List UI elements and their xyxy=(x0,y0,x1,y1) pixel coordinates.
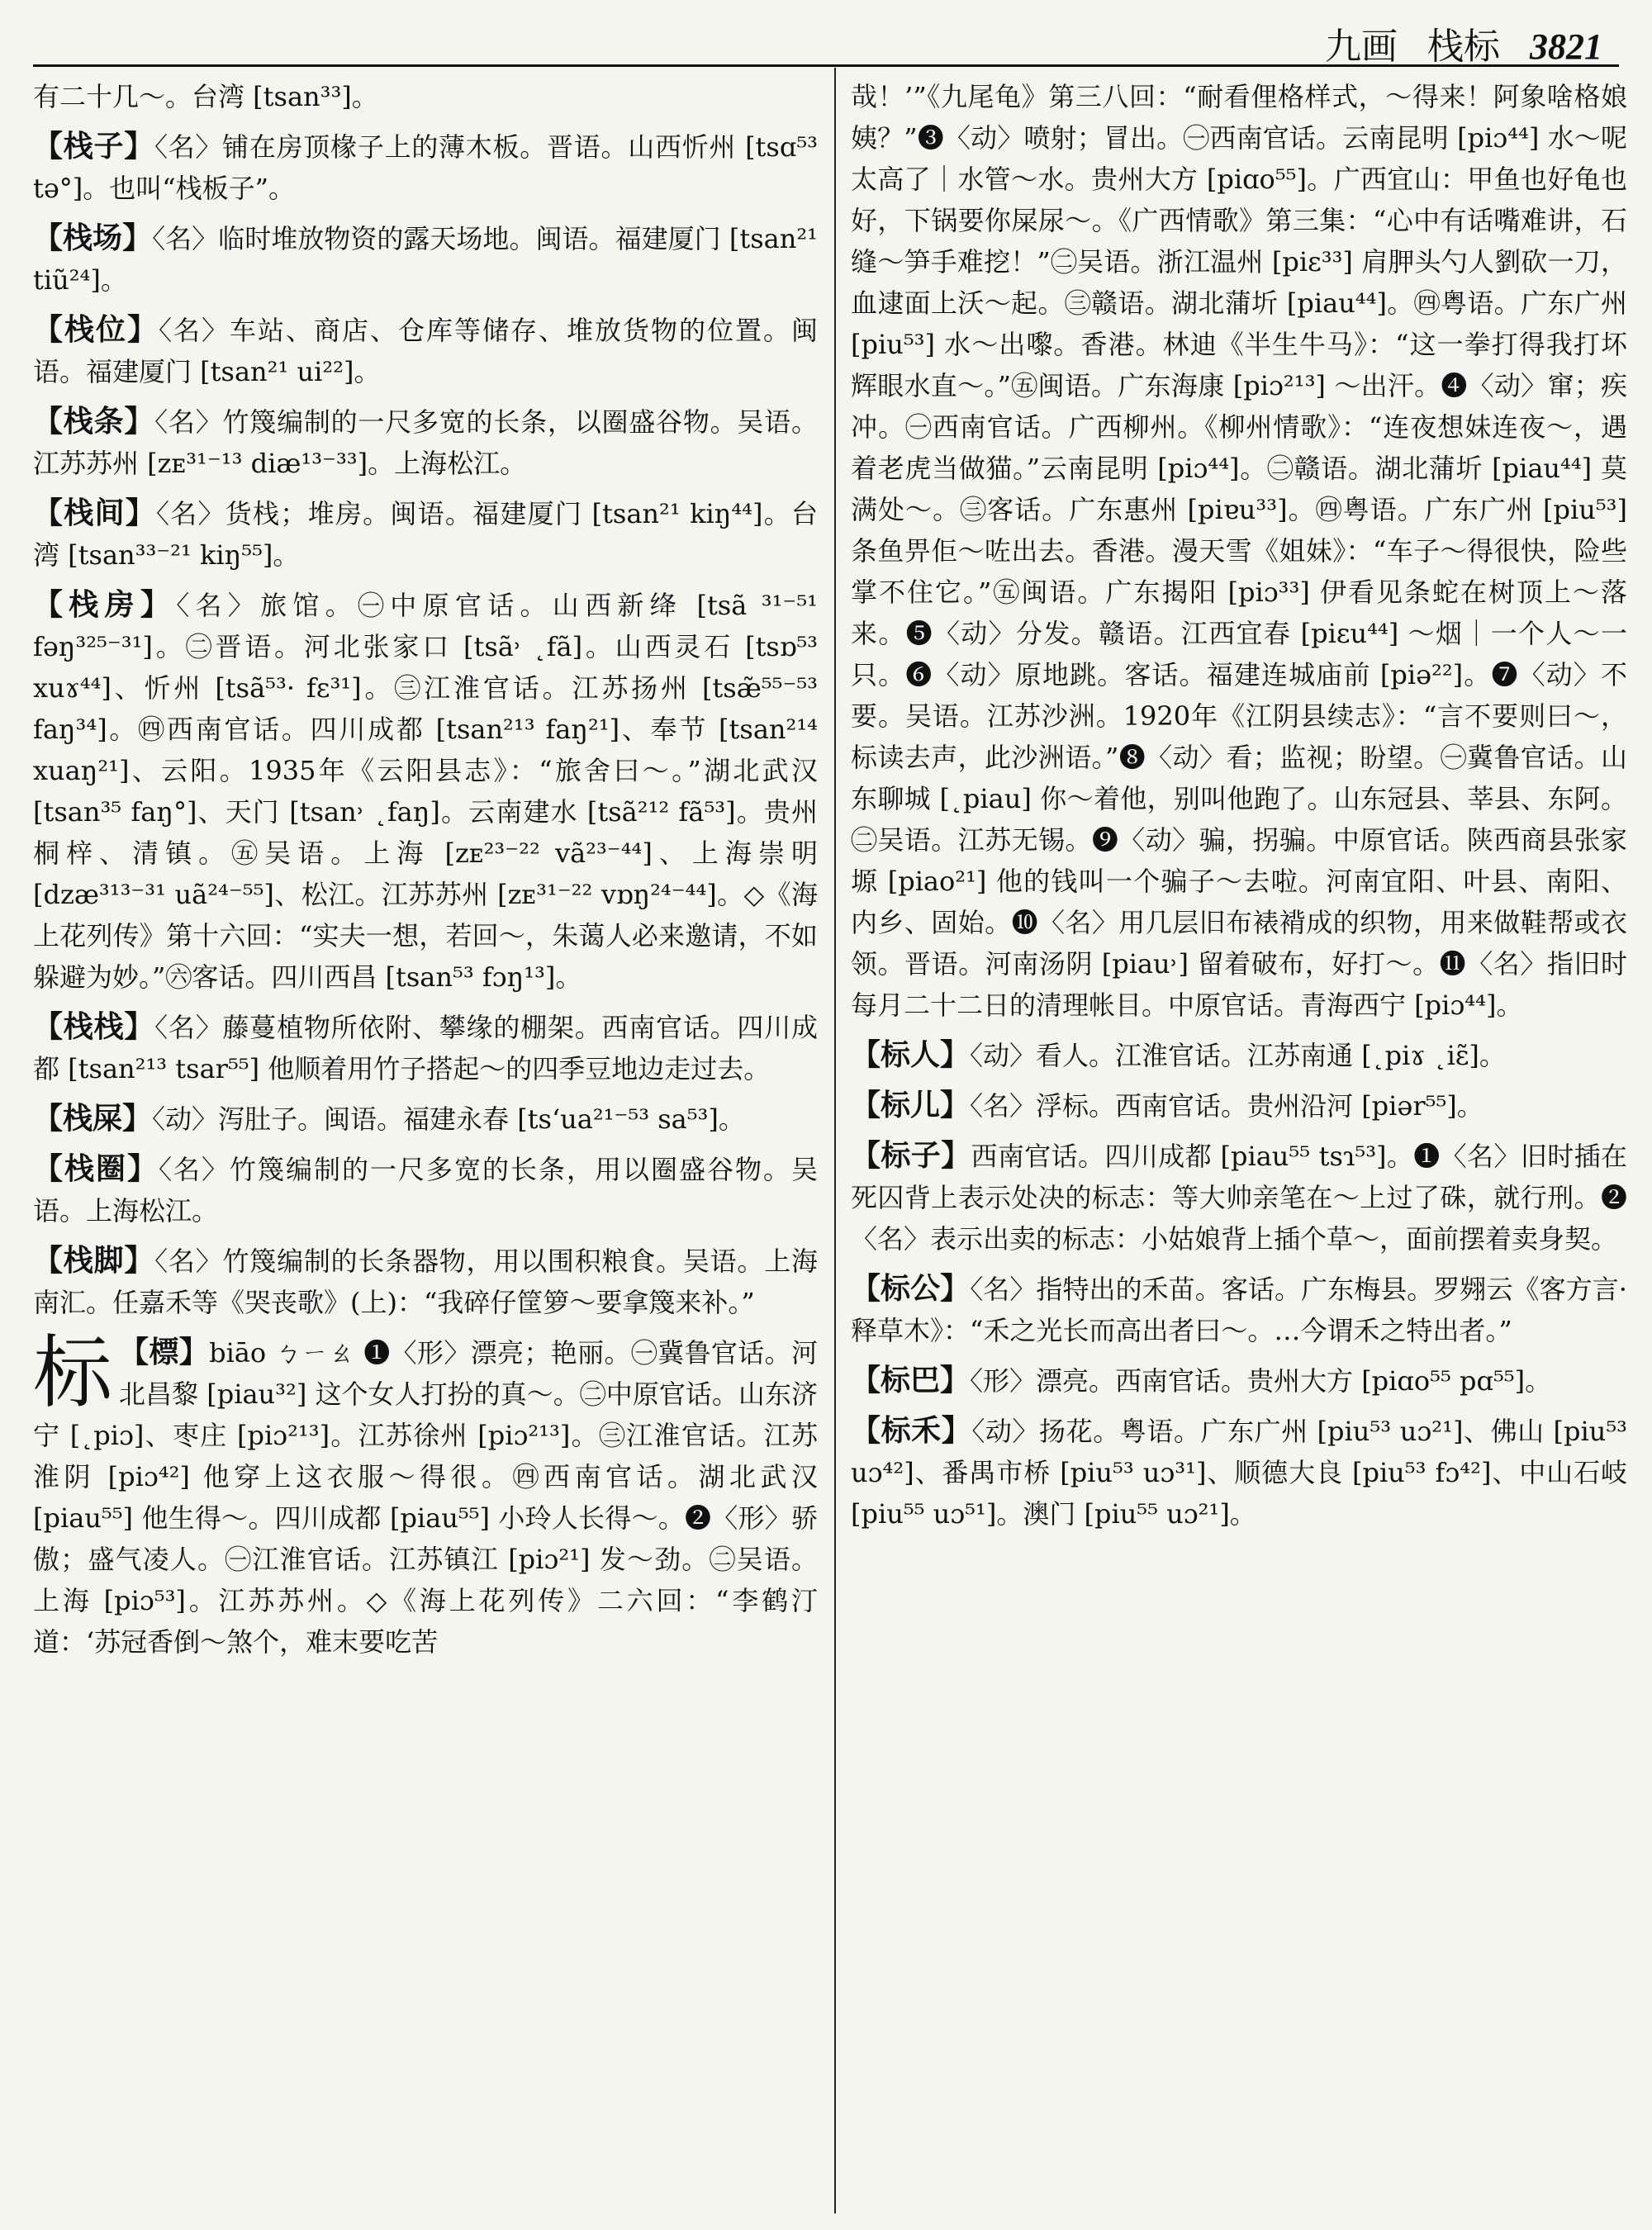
entry-body: biāo ㄅㄧㄠ ❶〈形〉漂亮；艳丽。㊀冀鲁官话。河北昌黎 [piau³²] 这个女人打扮的真～。㊁中原官话。山东济宁 [˛piɔ]、枣庄 [piɔ²¹³]。江苏徐州 [piɔ²¹³]。㊂江淮官话。江苏淮阴 [piɔ⁴²] 他穿上这衣服～得很。㊃西南官话。湖北武汉 [piau⁵⁵] 他生得～。四川成都 [piau⁵⁵] 小玲人长得～。❷〈形〉骄傲；盛气凌人。㊀江淮官话。江苏镇江 [piɔ²¹] 发～劲。㊁吴语。上海 [piɔ⁵³]。江苏苏州。◇《海上花列传》二六回：“李鹤汀道：‘苏冠香倒～煞个，难末要吃苦 xyxy=(33,1337,818,1658)
page-number: 3821 xyxy=(1530,26,1602,67)
dictionary-entry xyxy=(33,1240,818,1323)
entry-headword: 【标禾】 xyxy=(851,1413,972,1448)
entry-body: 〈名〉旅馆。㊀中原官话。山西新绛 [tsã ³¹⁻⁵¹ fəŋ³²⁵⁻³¹]。㊁晋语。河北张家口 [tsã˒ ˛fã]。山西灵石 [tsɒ⁵³ xuɤ⁴⁴]、忻州 [tsã⁵³· fɛ³¹]。㊂江淮官话。江苏扬州 [tsæ̃⁵⁵⁻⁵³ faŋ³⁴]。㊃西南官话。四川成都 [tsan²¹³ faŋ²¹]、奉节 [tsan²¹⁴ xuaŋ²¹]、云阳。1935年《云阳县志》：“旅舍曰～。”湖北武汉 [tsan³⁵ faŋ°]、天门 [tsan˒ ˛faŋ]。云南建水 [tsã²¹² fã⁵³]。贵州桐梓、清镇。㊄吴语。上海 [zᴇ²³⁻²² vã²³⁻⁴⁴]、上海崇明 [dzæ³¹³⁻³¹ uã²⁴⁻⁵⁵]、松江。江苏苏州 [zᴇ³¹⁻²² vɒŋ²⁴⁻⁴⁴]。◇《海上花列传》第十六回：“实夫一想，若回～，朱蔼人必来邀请，不如躲避为妙。”㊅客话。四川西昌 [tsan⁵³ fɔŋ¹³]。 xyxy=(33,590,818,993)
header-chars: 栈标 xyxy=(1427,26,1500,68)
entry-body: 西南官话。四川成都 [piau⁵⁵ tsɿ⁵³]。❶〈名〉旧时插在死囚背上表示处决的标志：等大帅亲笔在～上过了硃，就行刑。❷〈名〉表示出卖的标志：小姑娘背上插个草～，面前摆着卖身契。 xyxy=(851,1141,1627,1255)
entry-headword: 【标巴】 xyxy=(851,1363,971,1397)
entry-headword: 【栈子】 xyxy=(33,129,154,164)
dictionary-entry xyxy=(33,1098,818,1140)
entry-headword: 【标人】 xyxy=(851,1037,971,1072)
dictionary-entry xyxy=(33,492,818,576)
entry-body: 〈名〉浮标。西南官话。贵州沿河 [piər⁵⁵]。 xyxy=(970,1090,1483,1122)
main-character: 标 xyxy=(33,1326,112,1419)
entry-headword: 【标儿】 xyxy=(851,1088,971,1122)
entry-body: 〈形〉漂亮。西南官话。贵州大方 [piɑo⁵⁵ pɑ⁵⁵]。 xyxy=(970,1365,1552,1397)
entry-body: 〈名〉指特出的禾苗。客话。广东梅县。罗翙云《客方言·释草木》：“禾之光长而高出者曰～。…今谓禾之特出者。” xyxy=(851,1274,1627,1346)
header-rule xyxy=(33,64,1619,67)
dictionary-entry xyxy=(851,1084,1627,1127)
entry-body: 〈名〉车站、商店、仓库等储存、堆放货物的位置。闽语。福建厦门 [tsan²¹ ui²²]。 xyxy=(33,315,818,387)
left-column xyxy=(33,76,818,1671)
entry-continuation: 有二十几～。台湾 [tsan³³]。 xyxy=(33,81,378,112)
entry-headword: 【栈脚】 xyxy=(33,1243,155,1278)
dictionary-entry xyxy=(33,1006,818,1089)
entry-body: 〈名〉临时堆放物资的露天场地。闽语。福建厦门 [tsan²¹ tiũ²⁴]。 xyxy=(33,223,818,296)
entry-headword: 【栈条】 xyxy=(33,404,155,439)
dictionary-entry xyxy=(33,217,818,301)
dictionary-entry xyxy=(851,1359,1627,1402)
entry-headword: 【栈房】 xyxy=(33,587,177,622)
dictionary-entry xyxy=(851,1135,1627,1260)
entry-body: 〈名〉竹篾编制的一尺多宽的长条，用以圈盛谷物。吴语。上海松江。 xyxy=(33,1154,818,1226)
entry-body: 〈名〉铺在房顶椽子上的薄木板。晋语。山西忻州 [tsɑ⁵³ tə°]。也叫“栈板子”。 xyxy=(33,131,818,204)
entry-body: 〈动〉泻肚子。闽语。福建永春 [tsʻua²¹⁻⁵³ sa⁵³]。 xyxy=(152,1103,745,1135)
dictionary-entry xyxy=(33,1148,818,1231)
entry-headword: 【栈场】 xyxy=(33,221,153,255)
column-divider xyxy=(834,68,836,2213)
dictionary-entry xyxy=(33,1326,818,1663)
entry-continuation: 哉！’”《九尾龟》第三八回：“耐看俚格样式，～得来！阿象啥格娘姨？”❸〈动〉喷射；冒出。㊀西南官话。云南昆明 [piɔ⁴⁴] 水～呢太高了｜水管～水。贵州大方 [piɑo⁵⁵]。广西宜山：甲鱼也好龟也好，下锅要你屎尿～。《广西情歌》第三集：“心中有话嘴难讲，石缝～笋手难挖！”㊁吴语。浙江温州 [piɛ³³] 肩胛头勺人劉砍一刀，血逮面上沃～起。㊂赣语。湖北蒲圻 [piau⁴⁴]。㊃粤语。广东广州 [piu⁵³] 水～出嚟。香港。林迪《半生牛马》：“这一拳打得我打坏辉眼水直～。”㊄闽语。广东海康 [piɔ²¹³] ～出汗。❹〈动〉窜；疾冲。㊀西南官话。广西柳州。《柳州情歌》：“连夜想妹连夜～，遇着老虎当做猫。”云南昆明 [piɔ⁴⁴]。㊁赣语。湖北蒲圻 [piau⁴⁴] 莫满处～。㊂客话。广东惠州 [piɐu³³]。㊃粤语。广东广州 [piu⁵³] 条鱼畀佢～咗出去。香港。漫天雪《姐妹》：“车子～得很快，险些掌不住它。”㊄闽语。广东揭阳 [piɔ³³] 伊看见条蛇在树顶上～落来。❺〈动〉分发。赣语。江西宜春 [piɛu⁴⁴] ～烟｜一个人～一只。❻〈动〉原地跳。客话。福建连城庙前 [piə²²]。❼〈动〉不要。吴语。江苏沙洲。1920年《江阴县续志》：“言不要则曰～，标读去声，此沙洲语。”❽〈动〉看；监视；盼望。㊀冀鲁官话。山东聊城 [˛piau] 你～着他，别叫他跑了。山东冠县、莘县、东阿。㊁吴语。江苏无锡。❾〈动〉骗，拐骗。中原官话。陕西商县张家塬 [piao²¹] 他的钱叫一个骗子～去啦。河南宜阳、叶县、南阳、内乡、固始。❿〈名〉用几层旧布裱褙成的织物，用来做鞋帮或衣领。晋语。河南汤阴 [piau˒] 留着破布，好打～。⓫〈名〉指旧时每月二十二日的清理帐目。中原官话。青海西宁 [piɔ⁴⁴]。 xyxy=(851,81,1627,1021)
entry-headword: 【栈间】 xyxy=(33,496,157,530)
header-section: 九画 xyxy=(1325,26,1398,68)
entry-headword: 【标子】 xyxy=(851,1138,971,1173)
entry-headword: 【标公】 xyxy=(851,1271,971,1306)
entry-headword: 【栈位】 xyxy=(33,312,159,347)
dictionary-entry xyxy=(851,1410,1627,1535)
entry-headword: 【栈栈】 xyxy=(33,1009,155,1044)
entry-body: 〈名〉竹篾编制的长条器物，用以围积粮食。吴语。上海南汇。任嘉禾等《哭丧歌》(上)：“我碎仔筐箩～要拿篾来补。” xyxy=(33,1245,818,1318)
entry-headword: 【栈屎】 xyxy=(33,1101,153,1136)
entry-headword: 【標】 xyxy=(119,1335,210,1369)
right-column xyxy=(851,76,1627,1543)
dictionary-entry xyxy=(33,401,818,484)
dictionary-entry xyxy=(851,1268,1627,1351)
dictionary-entry xyxy=(33,584,818,998)
entry-headword: 【栈圈】 xyxy=(33,1151,159,1186)
dictionary-entry xyxy=(33,309,818,392)
entry-body: 〈动〉看人。江淮官话。江苏南通 [˛piɤ ˛iɛ̃]。 xyxy=(970,1040,1506,1071)
dictionary-entry xyxy=(851,1034,1627,1076)
entry-body: 〈名〉货栈；堆房。闽语。福建厦门 [tsan²¹ kiŋ⁴⁴]。台湾 [tsan³³⁻²¹ kiŋ⁵⁵]。 xyxy=(33,498,818,571)
entry-body: 〈名〉竹篾编制的一尺多宽的长条，以圈盛谷物。吴语。江苏苏州 [zᴇ³¹⁻¹³ diæ¹³⁻³³]。上海松江。 xyxy=(33,406,818,479)
dictionary-entry xyxy=(33,126,818,209)
entry-body: 〈动〉扬花。粤语。广东广州 [piu⁵³ uɔ²¹]、佛山 [piu⁵³ uɔ⁴²]、番禺市桥 [piu⁵³ uɔ³¹]、顺德大良 [piu⁵³ fɔ⁴²]、中山石岐 [piu⁵⁵ uɔ⁵¹]。澳门 [piu⁵⁵ uɔ²¹]。 xyxy=(851,1416,1627,1530)
page-header xyxy=(1325,17,1602,69)
entry-body: 〈名〉藤蔓植物所依附、攀缘的棚架。西南官话。四川成都 [tsan²¹³ tsar⁵⁵] 他顺着用竹子搭起～的四季豆地边走过去。 xyxy=(33,1012,818,1084)
